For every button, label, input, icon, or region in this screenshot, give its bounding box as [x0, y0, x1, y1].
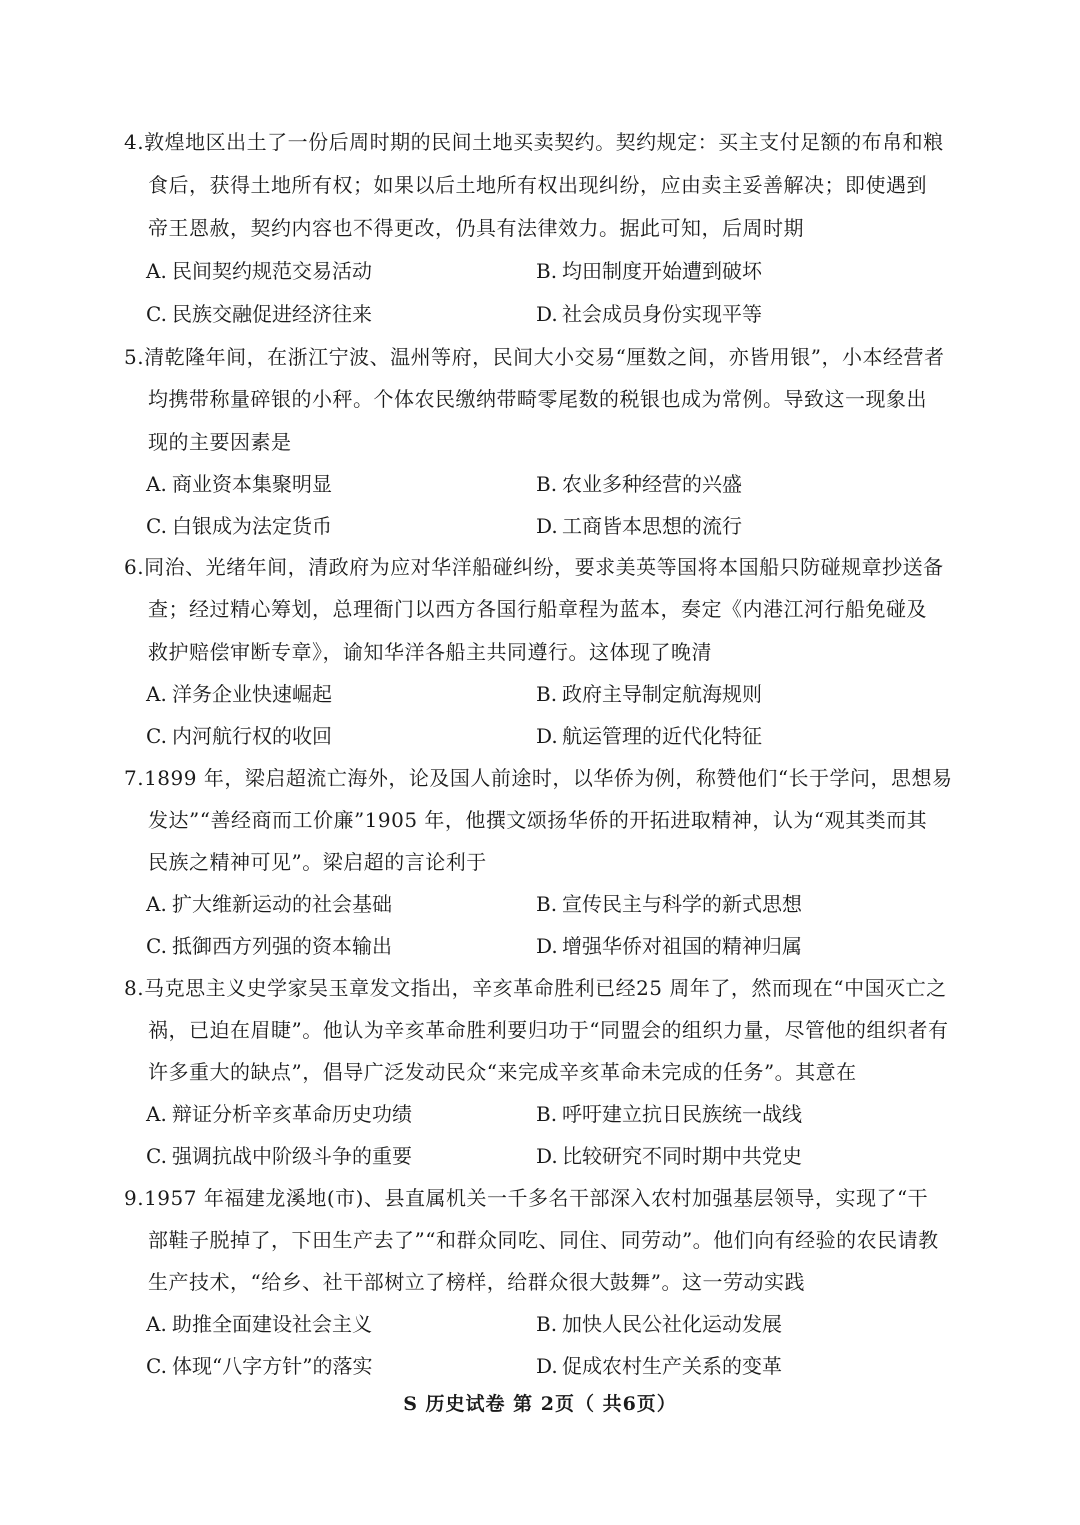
option-text: 助推全面建设社会主义 — [172, 1312, 372, 1336]
option-text: 工商皆本思想的流行 — [562, 514, 742, 538]
question-stem-line: 救护赔偿审断专章》，谕知华洋各船主共同遵行。这体现了晚清 — [148, 640, 712, 664]
question-stem-line: 查；经过精心筹划，总理衙门以西方各国行船章程为蓝本，奏定《内港江河行船免碰及 — [148, 597, 927, 621]
option-d — [536, 1352, 782, 1380]
option-text: 体现“八字方针”的落实 — [172, 1354, 373, 1378]
question-stem-line: 8.马克思主义史学家吴玉章发文指出，辛亥革命胜利已经25 周年了，然而现在“中国灭亡之 — [124, 976, 947, 1000]
option-a — [146, 1310, 372, 1338]
option-text: 农业多种经营的兴盛 — [562, 472, 742, 496]
option-a — [146, 470, 332, 498]
option-c — [146, 932, 392, 960]
option-letter: A. — [146, 682, 167, 706]
option-letter: B. — [536, 472, 558, 496]
question-stem-line: 帝王恩赦，契约内容也不得更改，仍具有法律效力。据此可知，后周时期 — [148, 216, 804, 240]
option-b — [536, 257, 762, 285]
option-letter: B. — [536, 682, 558, 706]
question-stem-line: 部鞋子脱掉了，下田生产去了”“和群众同吃、同住、同劳动”。他们向有经验的农民请教 — [148, 1228, 939, 1252]
option-letter: C. — [146, 724, 167, 748]
option-text: 白银成为法定货币 — [172, 514, 332, 538]
option-letter: C. — [146, 514, 167, 538]
option-b — [536, 470, 742, 498]
question-stem-line: 4.敦煌地区出土了一份后周时期的民间土地买卖契约。契约规定：买主支付足额的布帛和粮 — [124, 130, 944, 154]
question-stem-line: 食后，获得土地所有权；如果以后土地所有权出现纠纷，应由卖主妥善解决；即使遇到 — [148, 173, 927, 197]
option-c — [146, 1352, 372, 1380]
option-text: 呼吁建立抗日民族统一战线 — [562, 1102, 802, 1126]
option-letter: A. — [146, 1312, 167, 1336]
option-a — [146, 257, 372, 285]
option-text: 比较研究不同时期中共党史 — [562, 1144, 802, 1168]
option-letter: D. — [536, 302, 558, 326]
option-letter: C. — [146, 1354, 167, 1378]
option-d — [536, 932, 802, 960]
option-text: 强调抗战中阶级斗争的重要 — [172, 1144, 412, 1168]
option-letter: B. — [536, 259, 558, 283]
option-letter: A. — [146, 892, 167, 916]
option-text: 扩大维新运动的社会基础 — [172, 892, 392, 916]
option-letter: A. — [146, 1102, 167, 1126]
question-stem-line: 现的主要因素是 — [148, 430, 292, 454]
option-a — [146, 890, 392, 918]
option-text: 增强华侨对祖国的精神归属 — [562, 934, 802, 958]
option-text: 民间契约规范交易活动 — [172, 259, 372, 283]
option-d — [536, 300, 762, 328]
option-b — [536, 1310, 782, 1338]
option-text: 宣传民主与科学的新式思想 — [562, 892, 802, 916]
question-stem-line: 7.1899 年，梁启超流亡海外，论及国人前途时，以华侨为例，称赞他们“长于学问，思想易 — [124, 766, 953, 790]
option-letter: C. — [146, 934, 167, 958]
question-stem-line: 民族之精神可见”。梁启超的言论利于 — [148, 850, 487, 874]
option-a — [146, 680, 332, 708]
option-b — [536, 1100, 802, 1128]
option-a — [146, 1100, 412, 1128]
option-letter: A. — [146, 259, 167, 283]
option-letter: A. — [146, 472, 167, 496]
option-letter: D. — [536, 1354, 558, 1378]
question-stem-line: 6.同治、光绪年间，清政府为应对华洋船碰纠纷，要求美英等国将本国船只防碰规章抄送备 — [124, 555, 944, 579]
question-stem-line: 祸，已迫在眉睫”。他认为辛亥革命胜利要归功于“同盟会的组织力量，尽管他的组织者有 — [148, 1018, 949, 1042]
option-text: 加快人民公社化运动发展 — [562, 1312, 782, 1336]
question-stem-line: 均携带称量碎银的小秤。个体农民缴纳带畸零尾数的税银也成为常例。导致这一现象出 — [148, 387, 927, 411]
option-letter: D. — [536, 934, 558, 958]
option-text: 商业资本集聚明显 — [172, 472, 332, 496]
question-stem-line: 许多重大的缺点”，倡导广泛发动民众“来完成辛亥革命未完成的任务”。其意在 — [148, 1060, 857, 1084]
option-letter: C. — [146, 1144, 167, 1168]
option-c — [146, 300, 372, 328]
option-letter: D. — [536, 724, 558, 748]
option-letter: B. — [536, 1102, 558, 1126]
option-b — [536, 890, 802, 918]
option-text: 洋务企业快速崛起 — [172, 682, 332, 706]
option-d — [536, 1142, 802, 1170]
option-text: 促成农村生产关系的变革 — [562, 1354, 782, 1378]
question-stem-line: 生产技术，“给乡、社干部树立了榜样，给群众很大鼓舞”。这一劳动实践 — [148, 1270, 805, 1294]
option-text: 均田制度开始遭到破坏 — [562, 259, 762, 283]
option-letter: D. — [536, 1144, 558, 1168]
question-stem-line: 9.1957 年福建龙溪地(市)、县直属机关一千多名干部深入农村加强基层领导，实现了“干 — [124, 1186, 929, 1210]
option-text: 政府主导制定航海规则 — [562, 682, 762, 706]
option-text: 航运管理的近代化特征 — [562, 724, 762, 748]
option-d — [536, 512, 742, 540]
option-b — [536, 680, 762, 708]
option-c — [146, 722, 332, 750]
option-letter: B. — [536, 1312, 558, 1336]
option-c — [146, 512, 332, 540]
option-text: 抵御西方列强的资本输出 — [172, 934, 392, 958]
option-c — [146, 1142, 412, 1170]
option-d — [536, 722, 762, 750]
option-text: 内河航行权的收回 — [172, 724, 332, 748]
option-letter: B. — [536, 892, 558, 916]
option-text: 社会成员身份实现平等 — [562, 302, 762, 326]
question-stem-line: 发达”“善经商而工价廉”1905 年，他撰文颂扬华侨的开拓进取精神，认为“观其类而其 — [148, 808, 928, 832]
option-text: 民族交融促进经济往来 — [172, 302, 372, 326]
option-letter: D. — [536, 514, 558, 538]
question-stem-line: 5.清乾隆年间，在浙江宁波、温州等府，民间大小交易“厘数之间，亦皆用银”，小本经营者 — [124, 345, 945, 369]
option-letter: C. — [146, 302, 167, 326]
option-text: 辩证分析辛亥革命历史功绩 — [172, 1102, 412, 1126]
page-footer: S 历史试卷 第 2页（ 共6页） — [403, 1393, 677, 1415]
